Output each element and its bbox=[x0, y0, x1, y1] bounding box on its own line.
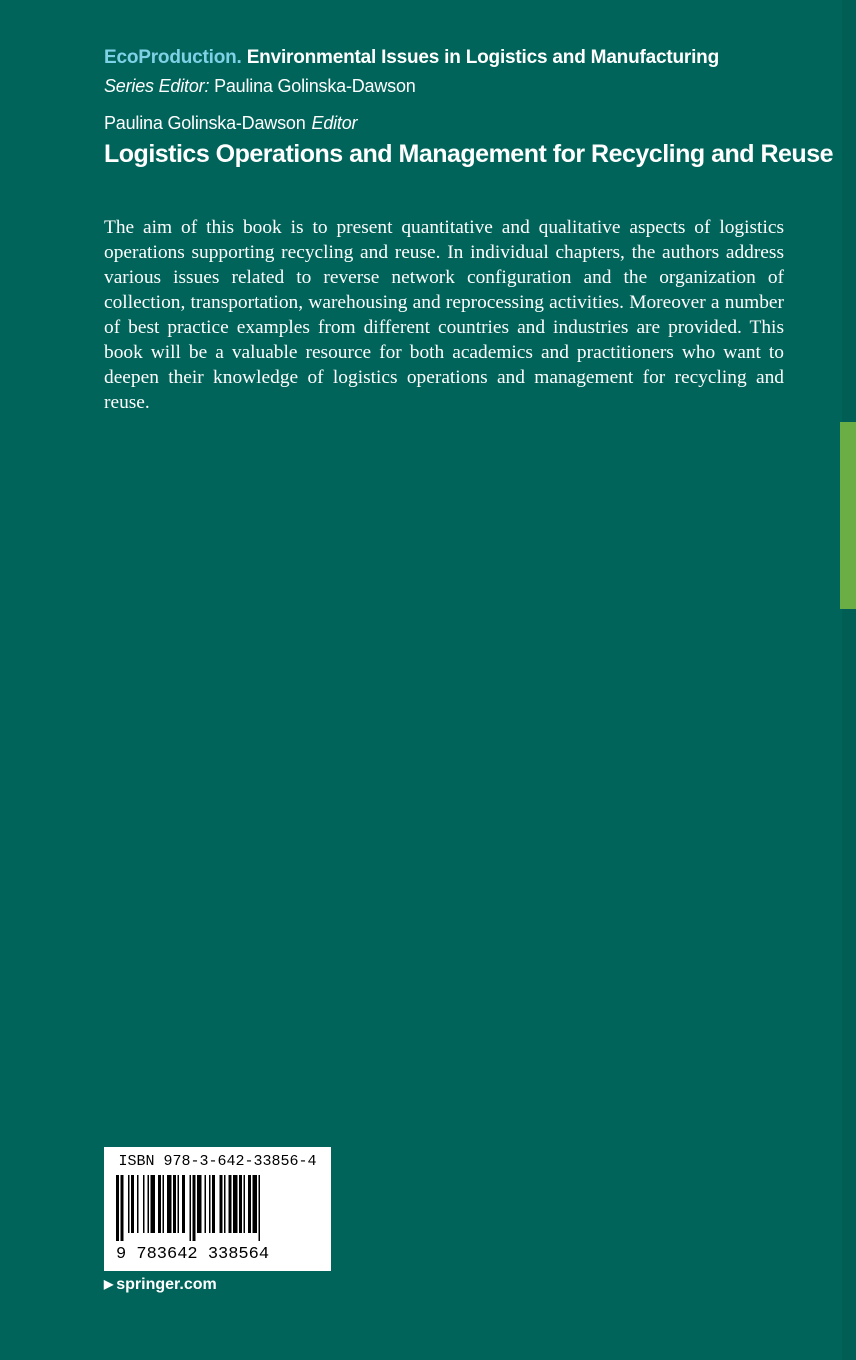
barcode-bar bbox=[121, 1175, 124, 1241]
series-title bbox=[104, 47, 719, 69]
barcode-bar bbox=[248, 1175, 251, 1233]
barcode-bar bbox=[193, 1175, 196, 1241]
barcode-bar bbox=[158, 1175, 161, 1233]
barcode-bar bbox=[224, 1175, 226, 1233]
series-name: EcoProduction. bbox=[104, 47, 242, 68]
spine-strip bbox=[842, 0, 856, 1360]
barcode-bar bbox=[220, 1175, 223, 1233]
book-editor-name: Paulina Golinska-Dawson bbox=[104, 113, 306, 133]
barcode-bar bbox=[205, 1175, 207, 1233]
barcode-bar bbox=[229, 1175, 232, 1233]
barcode-bar bbox=[253, 1175, 258, 1233]
barcode-bar bbox=[182, 1175, 185, 1233]
barcode-bar bbox=[116, 1175, 119, 1241]
barcode-bar bbox=[148, 1175, 150, 1233]
triangle-right-icon: ▶ bbox=[104, 1277, 114, 1291]
barcode-bar bbox=[163, 1175, 165, 1233]
barcode-bar bbox=[244, 1175, 246, 1233]
barcode-bar bbox=[131, 1175, 134, 1233]
series-subtitle: Environmental Issues in Logistics and Manufacturing bbox=[246, 47, 719, 68]
barcode-bar bbox=[190, 1175, 192, 1241]
book-blurb: The aim of this book is to present quantitative and qualitative aspects of logistics operations supporting recycling and reuse. In individual chapters, the authors address various issues related to reverse network configuration and the organization of collection, transportation, warehousing and reprocessing activities. Moreover a number of best practice examples from different countries and industries are provided. This book will be a valuable resource for both academics and practitioners who want to deepen their knowledge of logistics operations and management for recycling and reuse. bbox=[104, 217, 784, 413]
barcode-bar bbox=[197, 1175, 202, 1233]
barcode-bar bbox=[239, 1175, 242, 1233]
book-title: Logistics Operations and Management for Recycling and Reuse bbox=[104, 140, 833, 168]
book-editor-role: Editor bbox=[311, 113, 358, 133]
barcode-bar bbox=[167, 1175, 172, 1233]
barcode-bars bbox=[112, 1175, 323, 1241]
green-edge-tab bbox=[840, 422, 856, 609]
barcode-bar bbox=[143, 1175, 145, 1233]
barcode-bar bbox=[212, 1175, 215, 1233]
isbn-label: ISBN 978-3-642-33856-4 bbox=[118, 1153, 317, 1170]
series-editor-name: Paulina Golinska-Dawson bbox=[214, 76, 416, 96]
barcode-box bbox=[104, 1147, 331, 1271]
barcode-bar bbox=[137, 1175, 139, 1233]
springer-link-text: springer.com bbox=[116, 1276, 217, 1293]
springer-link[interactable] bbox=[104, 1276, 217, 1294]
barcode-bar bbox=[259, 1175, 261, 1241]
book-editor bbox=[104, 113, 357, 134]
barcode-bar bbox=[173, 1175, 176, 1233]
barcode-bar bbox=[209, 1175, 211, 1233]
barcode-bar bbox=[128, 1175, 130, 1233]
barcode-bar bbox=[233, 1175, 238, 1233]
barcode-bar bbox=[178, 1175, 180, 1233]
barcode-bar bbox=[151, 1175, 156, 1233]
barcode-digits: 9 783642 338564 bbox=[116, 1245, 270, 1264]
series-editor-label: Series Editor: bbox=[104, 76, 210, 96]
series-editor bbox=[104, 76, 416, 97]
